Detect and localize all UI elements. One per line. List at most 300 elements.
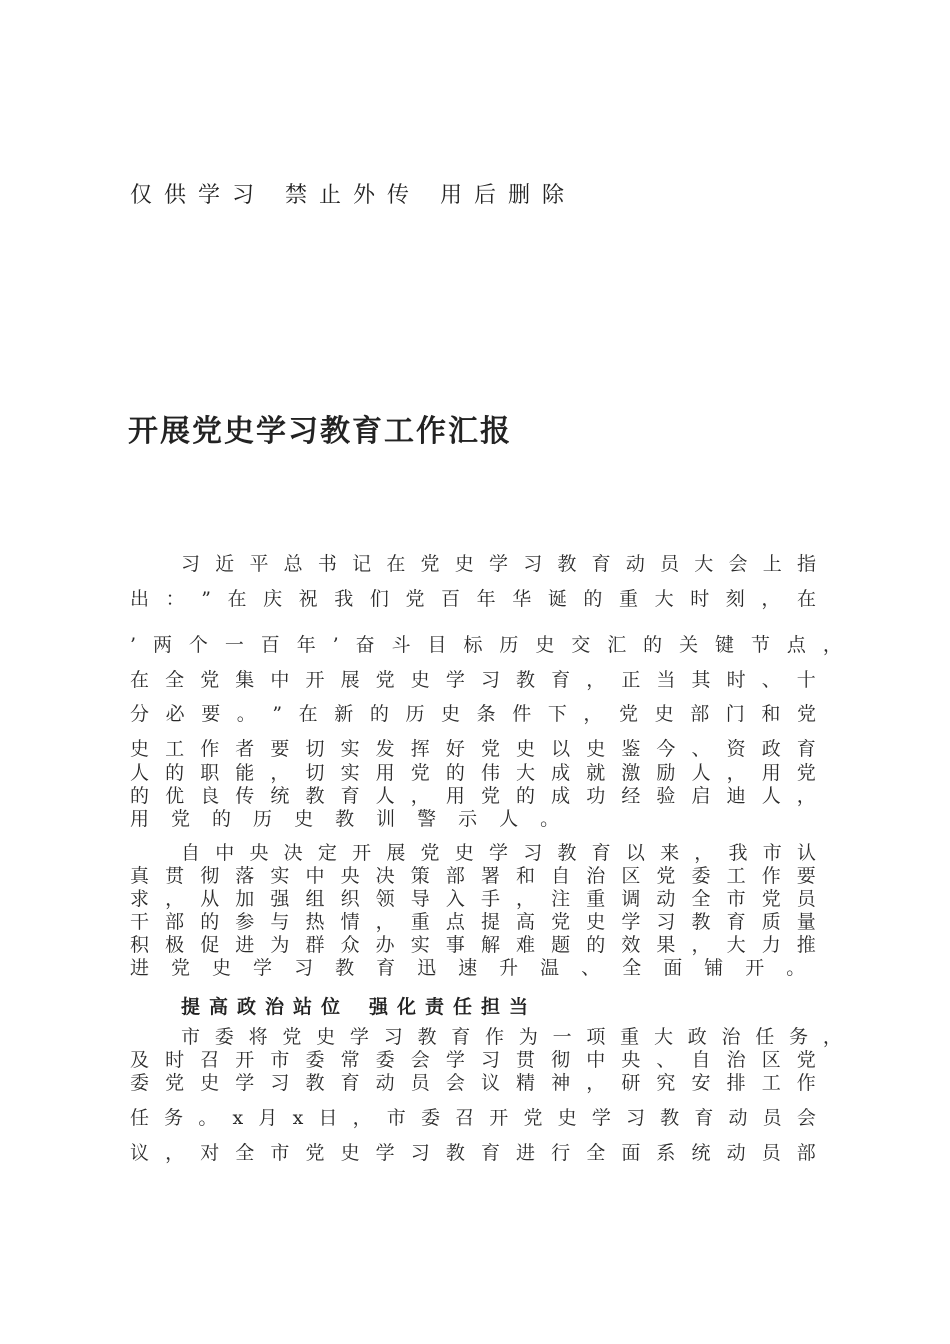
glyph: 区 [761, 1049, 781, 1071]
glyph: 优 [165, 785, 185, 807]
glyph: 党 [405, 588, 425, 610]
glyph: 贯 [516, 1049, 536, 1071]
glyph: 、 [691, 738, 711, 760]
glyph: 项 [586, 1026, 606, 1048]
glyph: 难 [516, 934, 536, 956]
glyph: 将 [248, 1026, 268, 1048]
glyph: 下 [547, 703, 567, 725]
glyph: 上 [762, 553, 782, 575]
glyph: 点 [445, 911, 465, 933]
glyph: 认 [796, 842, 816, 864]
glyph: 能 [235, 762, 255, 784]
glyph: 安 [691, 1072, 711, 1094]
glyph: 习 [523, 553, 543, 575]
glyph: 人 [375, 785, 395, 807]
glyph: 个 [188, 634, 208, 656]
paragraph-line [130, 703, 816, 725]
glyph: 排 [726, 1072, 746, 1094]
glyph: 党 [420, 553, 440, 575]
glyph: 众 [340, 934, 360, 956]
document-title: 开展党史学习教育工作汇报 [128, 414, 512, 449]
glyph: 作 [761, 865, 781, 887]
glyph: ， [586, 1072, 606, 1094]
glyph: 实 [410, 934, 430, 956]
glyph: 面 [663, 957, 683, 979]
glyph: 史 [654, 703, 674, 725]
glyph: 会 [796, 1107, 816, 1129]
glyph: 教 [417, 1026, 437, 1048]
glyph: 中 [586, 1049, 606, 1071]
glyph: 作 [485, 1026, 505, 1048]
glyph: 入 [445, 888, 465, 910]
glyph: 政 [761, 738, 781, 760]
glyph: 落 [235, 865, 255, 887]
glyph: 验 [656, 785, 676, 807]
glyph: 治 [586, 865, 606, 887]
section-heading-part1: 提高政治站位 [181, 996, 350, 1018]
glyph: 央 [621, 1049, 641, 1071]
glyph: 要 [201, 703, 221, 725]
glyph: 来 [660, 842, 680, 864]
glyph: 百 [260, 634, 280, 656]
paragraph-line [130, 888, 816, 910]
glyph: 学 [349, 1026, 369, 1048]
glyph: 市 [270, 1049, 290, 1071]
glyph: 的 [643, 634, 663, 656]
paragraph-line [181, 553, 816, 575]
glyph: 干 [130, 911, 150, 933]
glyph: 动 [625, 553, 645, 575]
glyph: 与 [270, 911, 290, 933]
glyph: 点 [786, 634, 806, 656]
paragraph-line [130, 934, 816, 956]
glyph: 资 [726, 738, 746, 760]
glyph: 伟 [480, 762, 500, 784]
glyph: 全 [165, 669, 185, 691]
glyph: 。 [198, 1107, 218, 1129]
glyph: 今 [656, 738, 676, 760]
glyph: 务 [789, 1026, 809, 1048]
glyph: 学 [235, 1072, 255, 1094]
glyph: 学 [488, 553, 508, 575]
glyph: 市 [181, 1026, 201, 1048]
glyph: 市 [386, 1107, 406, 1129]
glyph: 史 [586, 738, 606, 760]
glyph: 策 [410, 865, 430, 887]
glyph: 激 [621, 762, 641, 784]
glyph: 委 [375, 1049, 395, 1071]
glyph: 习 [383, 1026, 403, 1048]
glyph: 迅 [417, 957, 437, 979]
glyph: 书 [317, 553, 337, 575]
glyph: 政 [687, 1026, 707, 1048]
glyph: 习 [270, 1072, 290, 1094]
glyph: 从 [200, 888, 220, 910]
glyph: 良 [200, 785, 220, 807]
paragraph-line [181, 1026, 842, 1048]
glyph: 要 [270, 738, 290, 760]
glyph: 一 [224, 634, 244, 656]
glyph: 进 [235, 934, 255, 956]
glyph: 导 [410, 888, 430, 910]
glyph: 求 [130, 888, 150, 910]
glyph: 史 [586, 911, 606, 933]
glyph: 标 [463, 634, 483, 656]
glyph: 历 [405, 703, 425, 725]
glyph: 员 [660, 553, 680, 575]
glyph: 习 [523, 842, 543, 864]
glyph: 学 [488, 842, 508, 864]
glyph: 大 [653, 1026, 673, 1048]
glyph: 和 [516, 865, 536, 887]
glyph: 量 [796, 911, 816, 933]
glyph: 党 [375, 669, 395, 691]
glyph: 们 [369, 588, 389, 610]
glyph: 对 [200, 1142, 220, 1164]
glyph: 中 [305, 865, 325, 887]
glyph: 。 [236, 703, 256, 725]
glyph: 育 [591, 553, 611, 575]
glyph: 党 [171, 808, 191, 830]
glyph: 总 [283, 553, 303, 575]
glyph: 党 [165, 1072, 185, 1094]
glyph: 的 [369, 703, 389, 725]
glyph: 教 [516, 669, 536, 691]
glyph: 月 [258, 1107, 278, 1129]
glyph: 史 [557, 1107, 577, 1129]
glyph: 动 [726, 1142, 746, 1164]
glyph: 铺 [704, 957, 724, 979]
glyph: 者 [235, 738, 255, 760]
glyph: 教 [445, 1142, 465, 1164]
glyph: 真 [130, 865, 150, 887]
glyph: ， [375, 911, 395, 933]
glyph: 育 [340, 785, 360, 807]
glyph: 全 [586, 1142, 606, 1164]
glyph: 决 [283, 842, 303, 864]
glyph: 育 [376, 957, 396, 979]
glyph: 经 [621, 785, 641, 807]
glyph: 实 [340, 738, 360, 760]
glyph: 大 [516, 762, 536, 784]
glyph: 年 [296, 634, 316, 656]
paragraph-line [130, 1142, 816, 1164]
glyph: 委 [420, 1107, 440, 1129]
glyph: 党 [410, 762, 430, 784]
glyph: 年 [476, 588, 496, 610]
paragraph-line [130, 1072, 816, 1094]
glyph: 党 [796, 1049, 816, 1071]
glyph: 目 [427, 634, 447, 656]
glyph: 央 [249, 842, 269, 864]
glyph: 必 [165, 703, 185, 725]
glyph: 我 [334, 588, 354, 610]
glyph: 的 [445, 762, 465, 784]
glyph: 系 [656, 1142, 676, 1164]
glyph: 教 [691, 911, 711, 933]
glyph: 日 [318, 1107, 338, 1129]
glyph: 强 [270, 888, 290, 910]
glyph: 开 [489, 1107, 509, 1129]
glyph: 开 [305, 669, 325, 691]
glyph: 用 [130, 808, 150, 830]
glyph: 励 [656, 762, 676, 784]
glyph: 用 [445, 785, 465, 807]
glyph: ， [586, 669, 606, 691]
glyph: 党 [480, 738, 500, 760]
paragraph-line [130, 865, 816, 887]
glyph: 平 [249, 553, 269, 575]
glyph: 史 [340, 1142, 360, 1164]
glyph: 效 [621, 934, 641, 956]
glyph: ’ [332, 634, 339, 656]
glyph: 究 [656, 1072, 676, 1094]
glyph: 题 [551, 934, 571, 956]
glyph: 党 [480, 785, 500, 807]
glyph: ” [201, 588, 211, 610]
paragraph-line [130, 738, 816, 760]
glyph: 。 [786, 957, 806, 979]
glyph: 注 [551, 888, 571, 910]
glyph: 时 [690, 588, 710, 610]
glyph: 为 [518, 1026, 538, 1048]
glyph: 务 [164, 1107, 184, 1129]
glyph: 习 [625, 1107, 645, 1129]
glyph: 职 [200, 762, 220, 784]
glyph: 就 [586, 762, 606, 784]
glyph: 、 [761, 669, 781, 691]
glyph: 全 [235, 1142, 255, 1164]
glyph: 汇 [607, 634, 627, 656]
glyph: 作 [796, 1072, 816, 1094]
glyph: 键 [715, 634, 735, 656]
glyph: 件 [512, 703, 532, 725]
glyph: 党 [761, 888, 781, 910]
glyph: 展 [340, 669, 360, 691]
glyph: 重 [410, 911, 430, 933]
glyph: 加 [235, 888, 255, 910]
glyph: ， [583, 703, 603, 725]
glyph: 大 [726, 934, 746, 956]
glyph: 育 [591, 842, 611, 864]
glyph: 市 [762, 842, 782, 864]
glyph: ， [165, 1142, 185, 1164]
glyph: 出 [130, 588, 150, 610]
glyph: 实 [270, 865, 290, 887]
glyph: 学 [445, 1049, 465, 1071]
glyph: 集 [235, 669, 255, 691]
glyph: 党 [551, 911, 571, 933]
glyph: 行 [551, 1142, 571, 1164]
glyph: 大 [654, 588, 674, 610]
glyph: 教 [557, 553, 577, 575]
glyph: 部 [165, 911, 185, 933]
glyph: 员 [761, 1142, 781, 1164]
glyph: 。 [540, 808, 560, 830]
glyph: 史 [535, 634, 555, 656]
paragraph-line [130, 634, 842, 656]
glyph: ， [165, 888, 185, 910]
glyph: 为 [270, 934, 290, 956]
glyph: ， [516, 888, 536, 910]
glyph: 员 [796, 888, 816, 910]
glyph: 、 [656, 1049, 676, 1071]
glyph: 斗 [391, 634, 411, 656]
glyph: 党 [656, 865, 676, 887]
glyph: 任 [130, 1107, 150, 1129]
glyph: 彻 [551, 1049, 571, 1071]
glyph: 进 [516, 1142, 536, 1164]
glyph: 党 [171, 957, 191, 979]
glyph: 习 [181, 553, 201, 575]
glyph: 的 [516, 785, 536, 807]
glyph: 任 [755, 1026, 775, 1048]
glyph: 自 [181, 842, 201, 864]
glyph: 交 [571, 634, 591, 656]
confidential-notice: 仅供学习 禁止外传 用后删除 [130, 183, 576, 208]
glyph: 鉴 [621, 738, 641, 760]
glyph: 中 [215, 842, 235, 864]
glyph: 会 [445, 1072, 465, 1094]
glyph: 自 [691, 1049, 711, 1071]
glyph: 习 [480, 669, 500, 691]
glyph: 史 [454, 842, 474, 864]
paragraph-line [130, 957, 827, 979]
glyph: 开 [352, 842, 372, 864]
glyph: 质 [761, 911, 781, 933]
glyph: 决 [375, 865, 395, 887]
paragraph-line [130, 1049, 816, 1071]
glyph: 传 [235, 785, 255, 807]
glyph: 党 [523, 1107, 543, 1129]
glyph: 部 [796, 1142, 816, 1164]
glyph: 的 [212, 808, 232, 830]
glyph: 动 [728, 1107, 748, 1129]
glyph: ’ [130, 634, 137, 656]
glyph: 学 [591, 1107, 611, 1129]
glyph: 和 [761, 703, 781, 725]
glyph: 切 [305, 762, 325, 784]
glyph: 历 [253, 808, 273, 830]
glyph: 温 [540, 957, 560, 979]
glyph: 员 [410, 1072, 430, 1094]
glyph: 全 [691, 888, 711, 910]
glyph: 作 [200, 738, 220, 760]
glyph: 史 [294, 808, 314, 830]
glyph: 两 [152, 634, 172, 656]
glyph: 极 [165, 934, 185, 956]
section-heading-part2: 强化责任担当 [369, 996, 538, 1018]
glyph: 党 [796, 703, 816, 725]
glyph: 热 [305, 911, 325, 933]
glyph: 诞 [547, 588, 567, 610]
glyph: 的 [130, 785, 150, 807]
glyph: 重 [619, 588, 639, 610]
paragraph-line [130, 911, 816, 933]
glyph: 党 [619, 703, 639, 725]
glyph: 奋 [355, 634, 375, 656]
glyph: ” [272, 703, 283, 725]
glyph: 记 [352, 553, 372, 575]
glyph: 果 [656, 934, 676, 956]
glyph: 育 [451, 1026, 471, 1048]
glyph: 、 [581, 957, 601, 979]
glyph: 启 [691, 785, 711, 807]
glyph: 解 [480, 934, 500, 956]
glyph: 神 [551, 1072, 571, 1094]
glyph: 史 [200, 1072, 220, 1094]
glyph: 动 [375, 1072, 395, 1094]
glyph: 百 [441, 588, 461, 610]
glyph: 情 [340, 911, 360, 933]
glyph: 人 [761, 785, 781, 807]
glyph: 庆 [263, 588, 283, 610]
glyph: 要 [796, 865, 816, 887]
glyph: 部 [690, 703, 710, 725]
glyph: ， [410, 785, 430, 807]
glyph: ， [796, 785, 816, 807]
glyph: 的 [200, 911, 220, 933]
section-heading [181, 992, 537, 1019]
glyph: 重 [586, 888, 606, 910]
glyph: 会 [728, 553, 748, 575]
glyph: 在 [796, 588, 816, 610]
glyph: 时 [726, 669, 746, 691]
glyph: 育 [480, 1142, 500, 1164]
glyph: 事 [445, 934, 465, 956]
glyph: 以 [625, 842, 645, 864]
glyph: 学 [253, 957, 273, 979]
glyph: 用 [375, 762, 395, 784]
glyph: 署 [480, 865, 500, 887]
glyph: 史 [441, 703, 461, 725]
glyph: 的 [583, 588, 603, 610]
glyph: 关 [679, 634, 699, 656]
glyph: 议 [130, 1142, 150, 1164]
glyph: 教 [660, 1107, 680, 1129]
glyph: 升 [499, 957, 519, 979]
glyph: 组 [305, 888, 325, 910]
glyph: 学 [375, 1142, 395, 1164]
glyph: x [292, 1107, 304, 1129]
glyph: 史 [516, 738, 536, 760]
glyph: 华 [512, 588, 532, 610]
glyph: 积 [130, 934, 150, 956]
paragraph-line [130, 669, 816, 691]
glyph: ， [822, 1026, 842, 1048]
glyph: 力 [761, 934, 781, 956]
glyph: 委 [130, 1072, 150, 1094]
glyph: 统 [270, 785, 290, 807]
paragraph-line [130, 588, 816, 610]
glyph: 历 [499, 634, 519, 656]
glyph: 彻 [200, 865, 220, 887]
glyph: 贯 [165, 865, 185, 887]
glyph: 重 [620, 1026, 640, 1048]
glyph: 其 [691, 669, 711, 691]
glyph: 用 [761, 762, 781, 784]
glyph: 史 [130, 738, 150, 760]
glyph: 央 [340, 865, 360, 887]
glyph: 人 [130, 762, 150, 784]
glyph: 工 [761, 1072, 781, 1094]
glyph: 切 [305, 738, 325, 760]
glyph: 工 [165, 738, 185, 760]
glyph: 育 [551, 669, 571, 691]
glyph: 史 [316, 1026, 336, 1048]
glyph: 育 [694, 1107, 714, 1129]
glyph: 条 [476, 703, 496, 725]
